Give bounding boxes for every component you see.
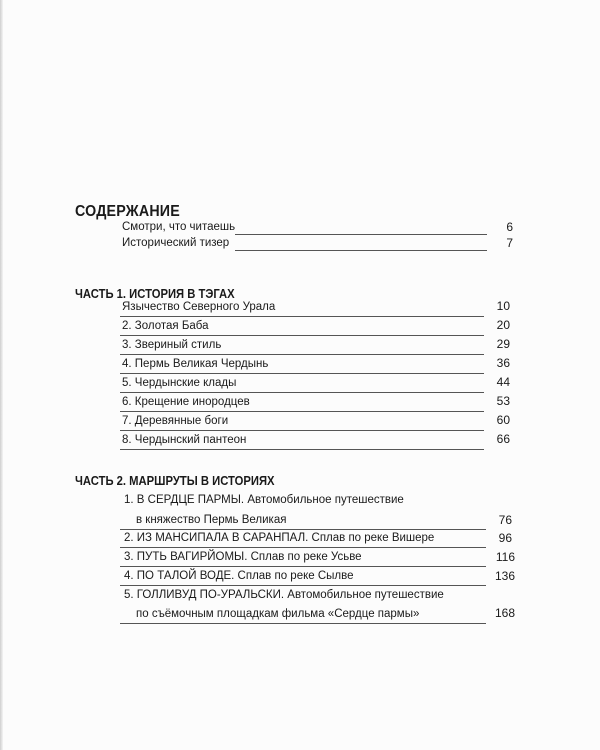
leader-line — [235, 250, 487, 251]
leader-line — [120, 392, 484, 393]
entry-label: 3. Звериный стиль — [122, 339, 222, 351]
entry-label-line1: 5. ГОЛЛИВУД ПО-УРАЛЬСКИ. Автомобильное путешествие — [124, 589, 444, 601]
contents-title: СОДЕРЖАНИЕ — [75, 203, 180, 220]
page-number: 96 — [498, 531, 512, 545]
leader-line — [120, 585, 486, 586]
entry-label: 6. Крещение инородцев — [122, 396, 250, 408]
leader-line — [120, 354, 484, 355]
entry-label: Смотри, что читаешь — [122, 221, 236, 233]
entry-label: 4. ПО ТАЛОЙ ВОДЕ. Сплав по реке Сылве — [124, 570, 354, 582]
entry-label: 7. Деревянные боги — [122, 415, 229, 427]
entry-label: 8. Чердынский пантеон — [122, 434, 247, 446]
leader-line — [120, 335, 484, 336]
page-number: 29 — [496, 337, 510, 351]
leader-line — [120, 449, 484, 450]
page-number: 7 — [506, 236, 513, 250]
entry-label: 2. ИЗ МАНСИПАЛА В САРАНПАЛ. Сплав по реке Вишере — [124, 532, 435, 544]
entry-label-line1: 1. В СЕРДЦЕ ПАРМЫ. Автомобильное путешествие — [124, 494, 404, 506]
leader-line — [120, 411, 484, 412]
page-number: 20 — [496, 318, 510, 332]
entry-label-line2: по съёмочным площадкам фильма «Сердце пармы» — [136, 608, 420, 620]
page-number: 136 — [494, 569, 515, 583]
leader-line — [120, 430, 484, 431]
page-number: 53 — [496, 394, 510, 408]
entry-label: Исторический тизер — [122, 237, 230, 249]
page-number: 36 — [496, 356, 510, 370]
page-number: 66 — [496, 432, 510, 446]
page-number: 76 — [498, 513, 512, 527]
entry-label: 5. Чердынские клады — [122, 377, 237, 389]
part1-title: ЧАСТЬ 1. ИСТОРИЯ В ТЭГАХ — [75, 287, 235, 301]
entry-label: 2. Золотая Баба — [122, 320, 209, 332]
leader-line — [120, 529, 486, 530]
part2-title: ЧАСТЬ 2. МАРШРУТЫ В ИСТОРИЯХ — [75, 474, 275, 488]
entry-label: 4. Пермь Великая Чердынь — [122, 358, 269, 370]
leader-line — [120, 373, 484, 374]
entry-label: Язычество Северного Урала — [122, 301, 276, 313]
leader-line — [235, 234, 487, 235]
leader-line — [120, 623, 486, 624]
page-number: 6 — [506, 220, 513, 234]
page-number: 60 — [496, 413, 510, 427]
leader-line — [120, 547, 486, 548]
leader-line — [120, 316, 484, 317]
entry-label-line2: в княжество Пермь Великая — [136, 514, 287, 526]
page-number: 116 — [495, 550, 515, 564]
page-number: 10 — [496, 299, 510, 313]
entry-label: 3. ПУТЬ ВАГИРЙОМЫ. Сплав по реке Усьве — [124, 551, 362, 563]
page-edge-shadow — [0, 0, 3, 750]
page-number: 44 — [496, 375, 510, 389]
leader-line — [120, 566, 486, 567]
page-number: 168 — [494, 606, 515, 620]
